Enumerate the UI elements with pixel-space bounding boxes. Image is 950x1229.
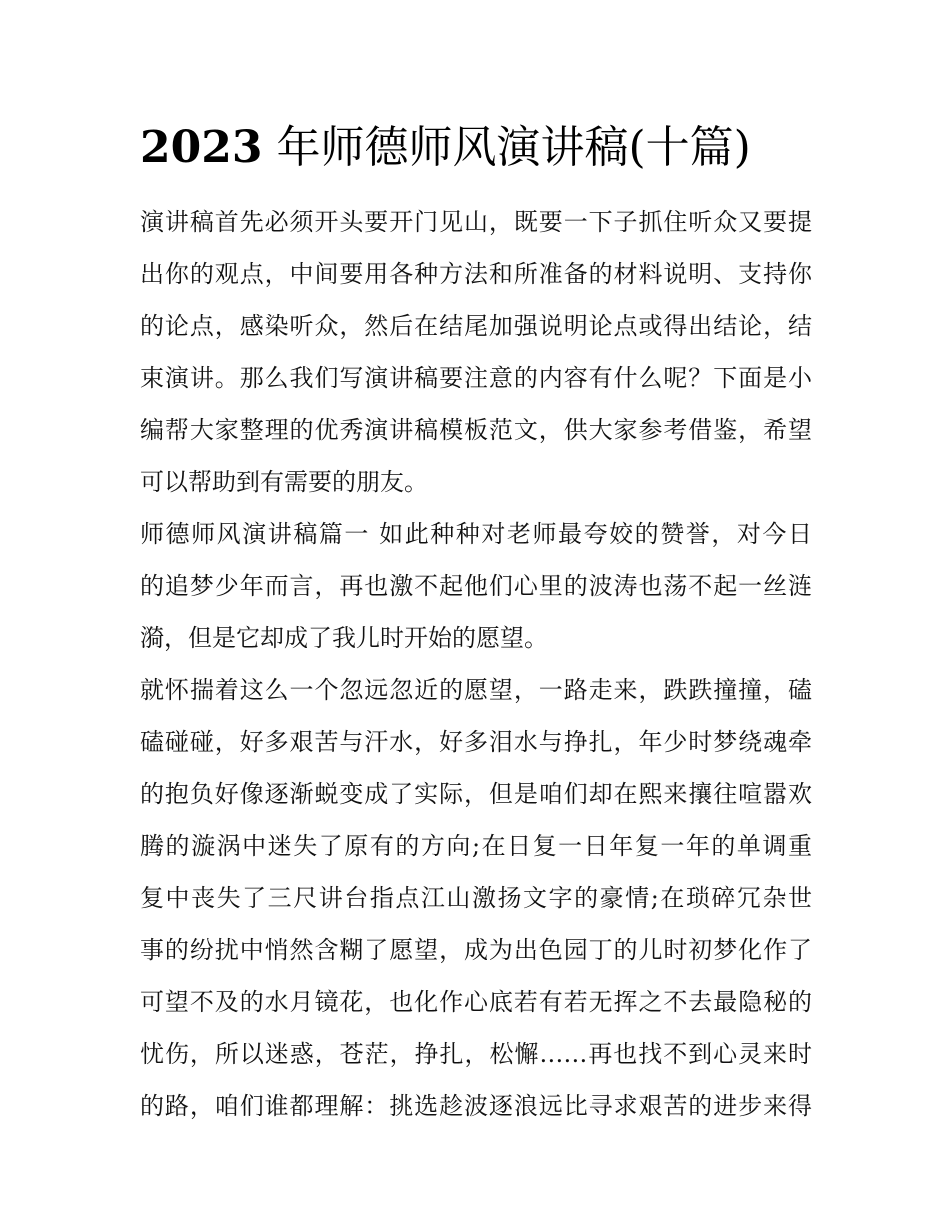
text-line: 磕碰碰，好多艰苦与汗水，好多泪水与挣扎，年少时梦绕魂牵 [140,728,812,756]
title-text: 年师德师风演讲稿(十篇) [276,122,751,173]
text-line: 的追梦少年而言，再也激不起他们心里的波涛也荡不起一丝涟 [140,572,812,600]
text-line: 可以帮助到有需要的朋友。 [140,468,428,496]
text-line: 演讲稿首先必须开头要开门见山，既要一下子抓住听众又要提 [140,208,812,236]
title-year: 2023 [140,122,263,173]
document-body [140,196,812,1132]
text-line: 可望不及的水月镜花，也化作心底若有若无挥之不去最隐秘的 [140,988,812,1016]
text-line: 腾的漩涡中迷失了原有的方向;在日复一日年复一年的单调重 [140,832,812,860]
document-title [140,118,840,178]
text-line: 的抱负好像逐渐蜕变成了实际，但是咱们却在熙来攘往喧嚣欢 [140,780,812,808]
text-line: 就怀揣着这么一个忽远忽近的愿望，一路走来，跌跌撞撞，磕 [140,676,812,704]
text-line: 的论点，感染听众，然后在结尾加强说明论点或得出结论，结 [140,312,812,340]
text-line: 束演讲。那么我们写演讲稿要注意的内容有什么呢？下面是小 [140,364,812,392]
text-line: 漪，但是它却成了我儿时开始的愿望。 [140,624,548,652]
text-line: 编帮大家整理的优秀演讲稿模板范文，供大家参考借鉴，希望 [140,416,812,444]
text-line: 忧伤，所以迷惑，苍茫，挣扎，松懈……再也找不到心灵来时 [140,1040,812,1068]
text-line: 事的纷扰中悄然含糊了愿望，成为出色园丁的儿时初梦化作了 [140,936,812,964]
text-line: 的路，咱们谁都理解：挑选趁波逐浪远比寻求艰苦的进步来得 [140,1092,812,1120]
text-line: 复中丧失了三尺讲台指点江山激扬文字的豪情;在琐碎冗杂世 [140,884,812,912]
text-line: 师德师风演讲稿篇一 如此种种对老师最夸姣的赞誉，对今日 [140,520,812,548]
text-line: 出你的观点，中间要用各种方法和所准备的材料说明、支持你 [140,260,812,288]
